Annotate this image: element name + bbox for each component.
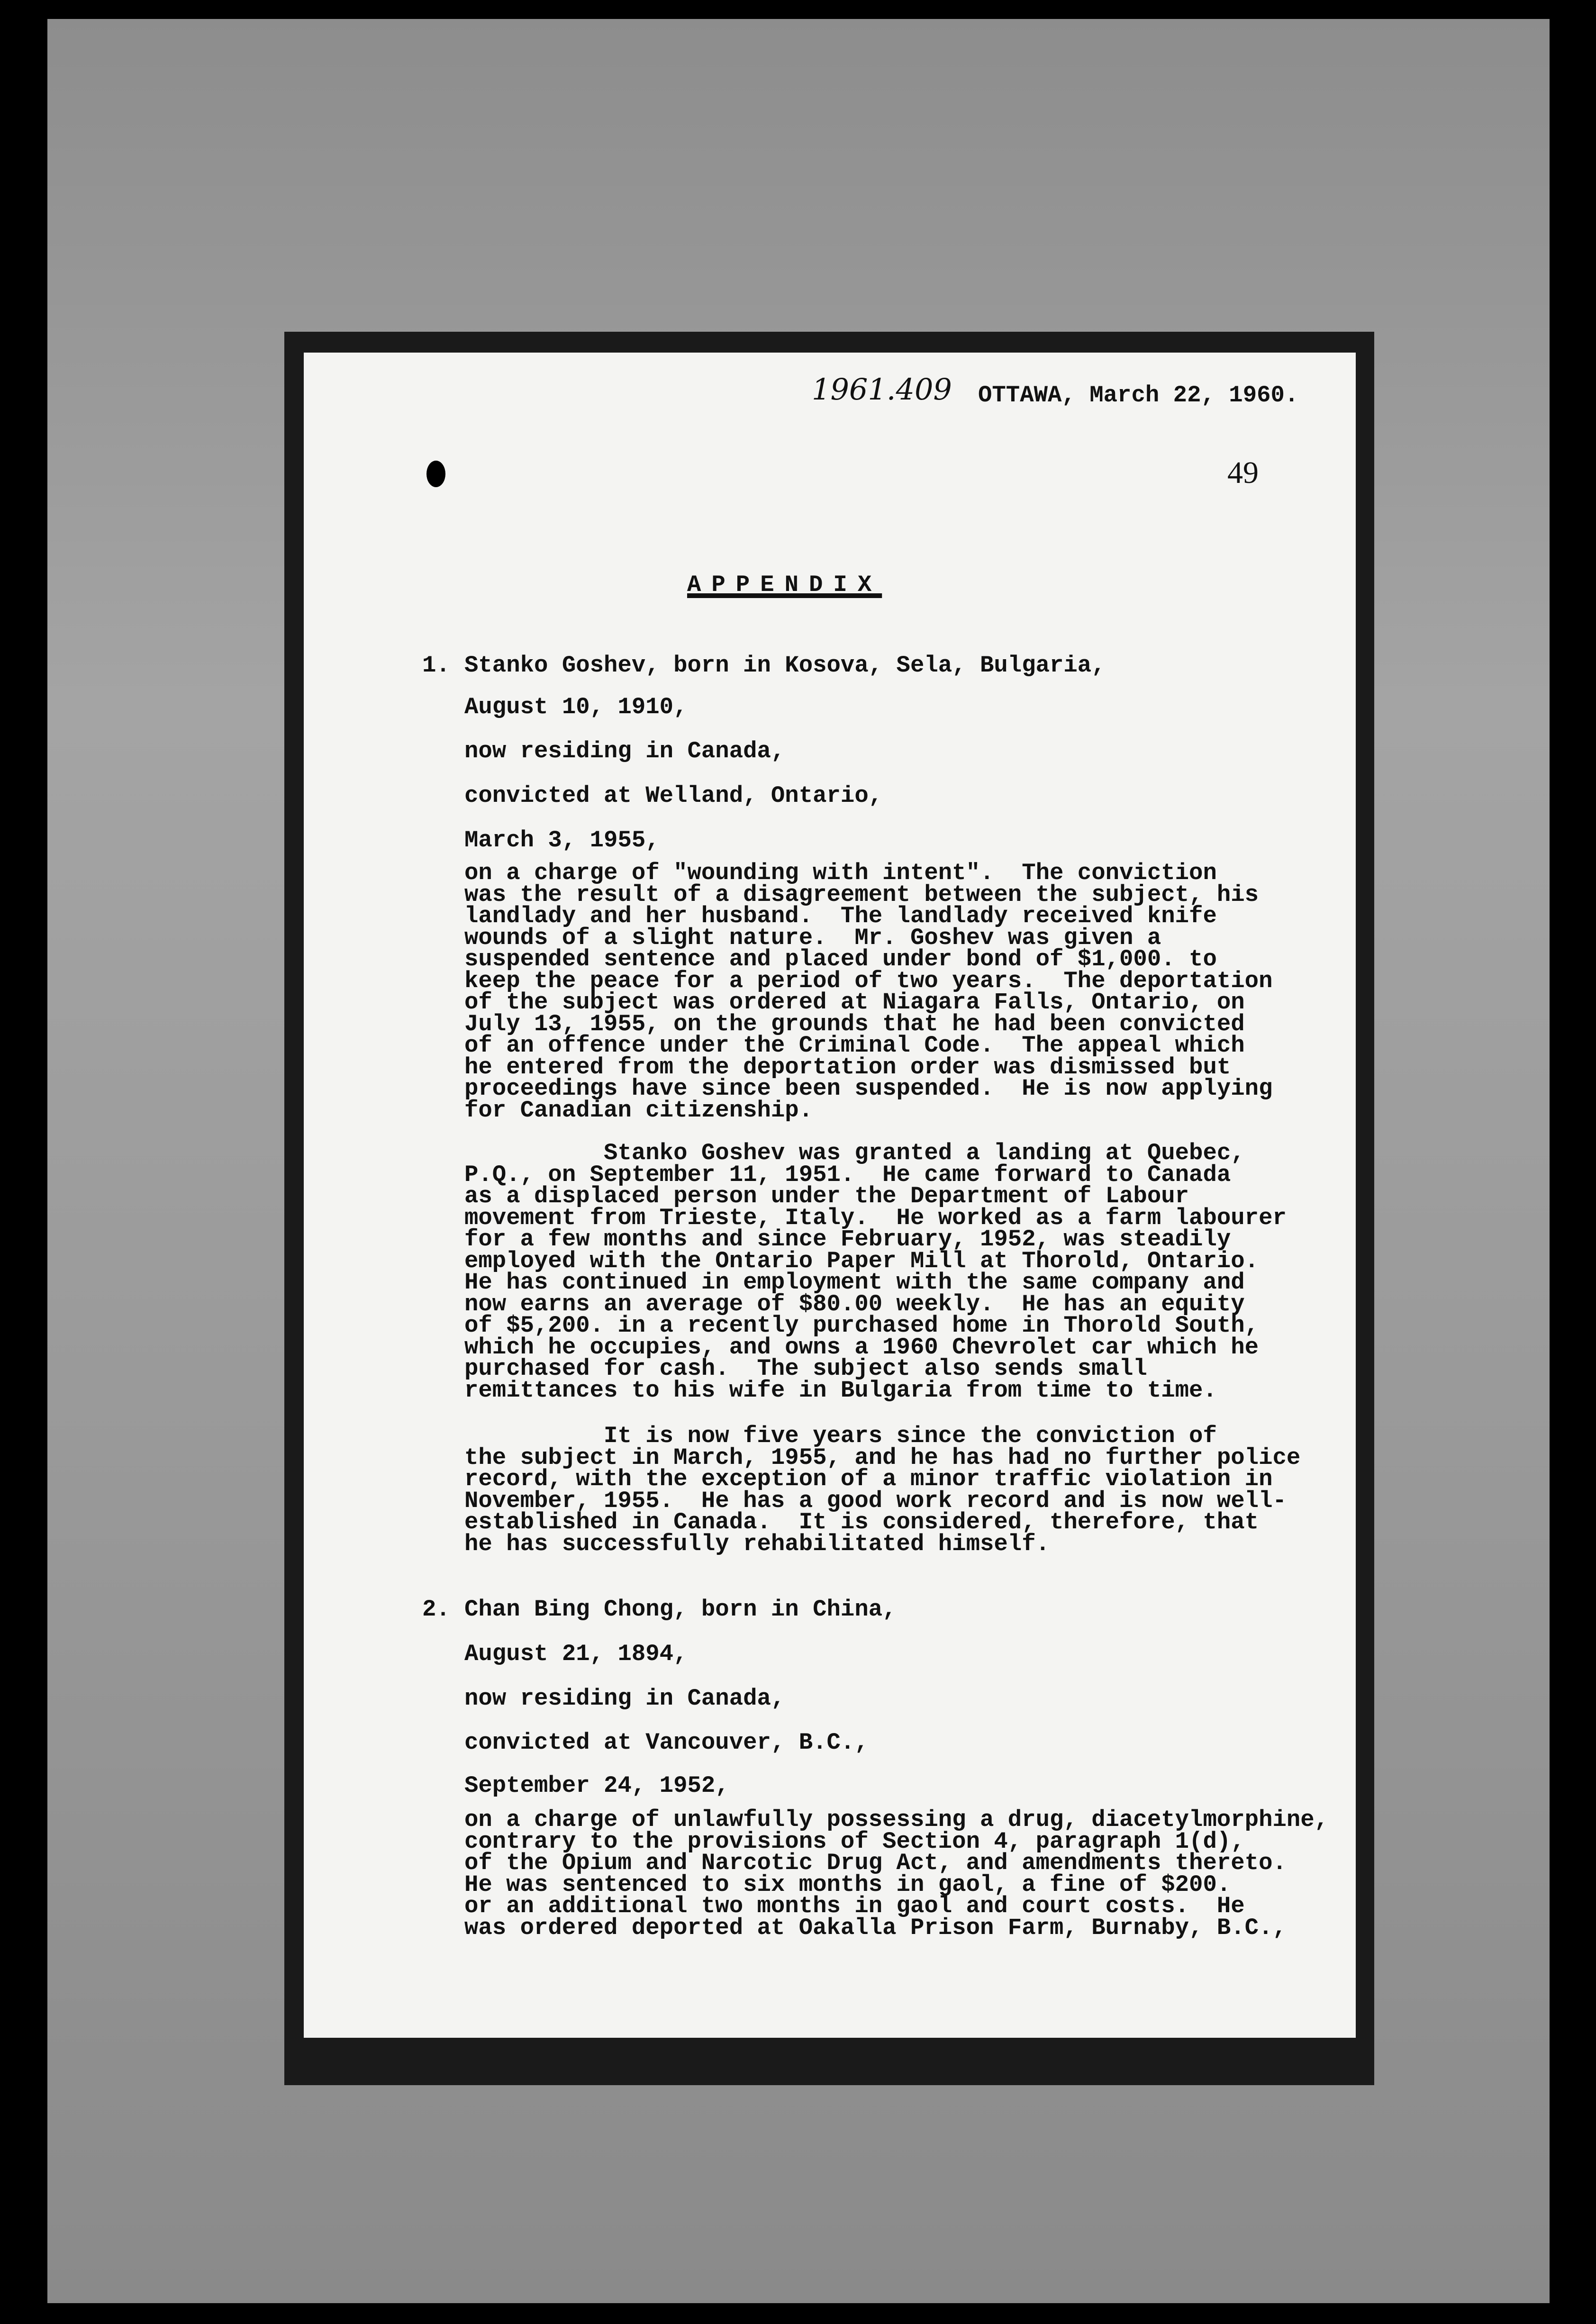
case-1-residence: now residing in Canada, (464, 738, 785, 764)
handwritten-reference: 1961.409 (812, 372, 952, 407)
case-2-residence: now residing in Canada, (464, 1685, 785, 1712)
case-2-name: Chan Bing Chong, born in China, (464, 1596, 897, 1623)
case-1-birth-date: August 10, 1910, (464, 694, 688, 720)
case-2-convicted-at: convicted at Vancouver, B.C., (464, 1729, 869, 1756)
case-2-paragraph: on a charge of unlawfully possessing a drug, diacetylmorphine, contrary to the provisions of Section 4, paragraph 1(d), of the Opium and Narcotic Drug Act, and amendments thereto. He was sentenced to six months in gaol, a fine of $200. or an additional two months in gaol and court costs. He was ordered deported at Oakalla Prison Farm, Burnaby, B.C., (464, 1807, 1329, 1941)
case-1-paragraph: Stanko Goshev was granted a landing at Quebec, P.Q., on September 11, 1951. He came forward to Canada as a displaced person under the Department of Labour movement from Trieste, Italy. He worked as a farm labourer for a few months and since February, 1952, was steadily employed with the Ontario Paper Mill at Thorold, Ontario. He has continued in employment with the same company and now earns an average of $80.00 weekly. He has an equity of $5,200. in a recently purchased home in Thorold South, which he occupies, and owns a 1960 Chevrolet car which he purchased for cash. The subject also sends small remittances to his wife in Bulgaria from time to time. (464, 1140, 1287, 1404)
case-1-conviction-date: March 3, 1955, (464, 827, 660, 853)
case-1-number: 1. (422, 652, 450, 679)
case-1-paragraph: on a charge of "wounding with intent". The conviction was the result of a disagreement between the subject, his landlady and her husband. The landlady received knife wounds of a slight nature. Mr. Goshev was given a suspended sentence and placed under bond of $1,000. to keep the peace for a period of two years. The deportation of the subject was ordered at Niagara Falls, Ontario, on July 13, 1955, on the grounds that he had been convicted of an offence under the Criminal Code. The appeal which he entered from the deportation order was dismissed but proceedings have since been suspended. He is now applying for Canadian citizenship. (464, 860, 1273, 1124)
case-2-conviction-date: September 24, 1952, (464, 1772, 729, 1799)
dateline: OTTAWA, March 22, 1960. (978, 382, 1299, 409)
page-number: 49 (1227, 455, 1259, 490)
case-2-birth-date: August 21, 1894, (464, 1641, 688, 1667)
page-title: APPENDIX (687, 572, 882, 598)
case-1-paragraph: It is now five years since the conviction of the subject in March, 1955, and he has had no further police record, with the exception of a minor traffic violation in November, 1955. He has a good work record and is now well- established in Canada. It is considered, therefore, that he has successfully rehabilitated himself. (464, 1423, 1301, 1557)
case-2-number: 2. (422, 1596, 450, 1623)
punch-hole (426, 461, 445, 487)
case-1-name: Stanko Goshev, born in Kosova, Sela, Bulgaria, (464, 652, 1106, 679)
case-1-convicted-at: convicted at Welland, Ontario, (464, 782, 883, 809)
